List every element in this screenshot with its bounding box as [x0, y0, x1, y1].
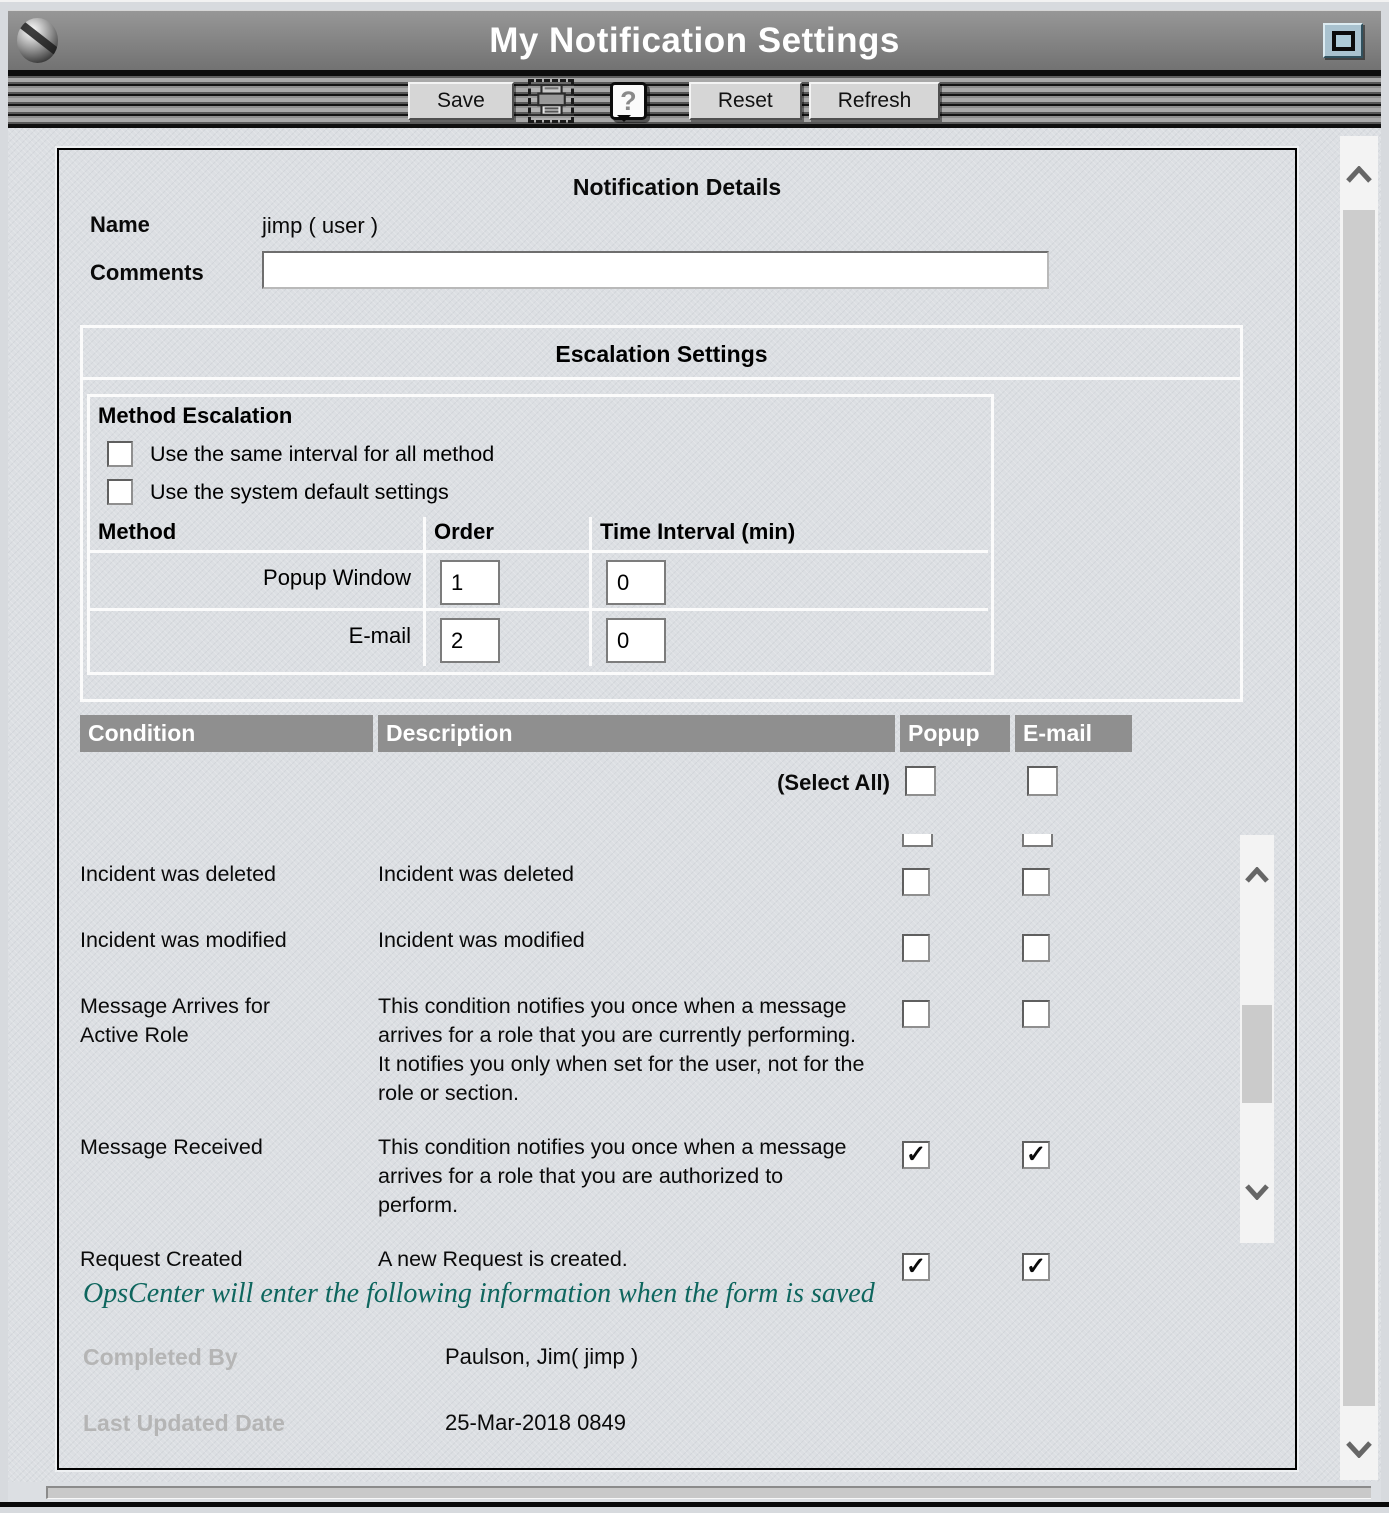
- comments-label: Comments: [90, 260, 204, 285]
- last-updated-value: 25-Mar-2018 0849: [445, 1410, 627, 1435]
- scroll-down-icon[interactable]: [1345, 1440, 1373, 1458]
- name-value: jimp ( user ): [262, 213, 379, 238]
- title-bar: [8, 10, 1381, 70]
- window-title: My Notification Settings: [489, 21, 900, 60]
- email-checkbox[interactable]: [1022, 934, 1050, 962]
- toolbar: [8, 78, 1381, 128]
- refresh-button[interactable]: Refresh: [809, 82, 941, 120]
- maximize-button[interactable]: [1323, 23, 1363, 58]
- email-checkbox[interactable]: [1022, 1000, 1050, 1028]
- popup-checkbox[interactable]: [902, 1000, 930, 1028]
- autofill-note: OpsCenter will enter the following information when the form is saved: [83, 1278, 875, 1309]
- reset-button[interactable]: Reset: [689, 82, 802, 120]
- condition-description: Incident was modified: [378, 928, 585, 952]
- description-column-header: Description: [378, 715, 895, 752]
- popup-interval-input[interactable]: [606, 560, 666, 605]
- scroll-up-icon[interactable]: [1345, 166, 1373, 184]
- conditions-header-row: [80, 715, 1132, 752]
- email-order-input[interactable]: [440, 618, 500, 663]
- popup-order-input[interactable]: [440, 560, 500, 605]
- email-checkbox[interactable]: ✓: [1022, 1141, 1050, 1169]
- scroll-down-icon[interactable]: [1244, 1183, 1270, 1200]
- condition-column-header: Condition: [80, 715, 373, 752]
- window-bottom-edge: [0, 1502, 1389, 1507]
- scroll-up-icon[interactable]: [1244, 867, 1270, 884]
- order-column-header: Order: [423, 517, 589, 550]
- condition-name: Message Arrives for Active Role: [80, 994, 270, 1047]
- condition-row: [80, 834, 1235, 901]
- page-scrollbar[interactable]: [1340, 136, 1378, 1480]
- notification-details-title: Notification Details: [572, 174, 782, 200]
- horizontal-scrollbar-area: [8, 1482, 1381, 1502]
- email-checkbox[interactable]: ✓: [1022, 1253, 1050, 1281]
- help-button[interactable]: [610, 82, 647, 120]
- select-all-label: (Select All): [777, 770, 890, 795]
- email-interval-input[interactable]: [606, 618, 666, 663]
- horizontal-scrollbar-thumb[interactable]: [46, 1486, 1371, 1499]
- email-column-header: E-mail: [1015, 715, 1132, 752]
- condition-row: [80, 992, 1235, 1108]
- same-interval-checkbox[interactable]: [107, 441, 133, 467]
- form-area: [8, 128, 1381, 1482]
- popup-column-header: Popup: [900, 715, 1010, 752]
- popup-checkbox[interactable]: ✓: [902, 1141, 930, 1169]
- method-column-header: Method: [98, 519, 177, 544]
- condition-description: A new Request is created.: [378, 1247, 628, 1271]
- conditions-list: [80, 834, 1235, 1306]
- completed-by-label: Completed By: [83, 1344, 238, 1370]
- popup-checkbox[interactable]: ✓: [902, 1253, 930, 1281]
- select-all-email-checkbox[interactable]: [1027, 766, 1058, 796]
- clipped-popup-checkbox[interactable]: [902, 834, 933, 847]
- method-name: Popup Window: [90, 550, 423, 608]
- condition-row: [80, 1245, 1235, 1281]
- method-table: [90, 517, 991, 666]
- same-interval-label: Use the same interval for all method: [150, 441, 495, 466]
- conditions-scrollbar[interactable]: [1240, 835, 1274, 1243]
- last-updated-label: Last Updated Date: [83, 1410, 285, 1436]
- method-escalation-label: Method Escalation: [98, 403, 293, 428]
- condition-description: This condition notifies you once when a message arrives for a role that you are currently performing. It notifies you only when set for the user, not for the role or section.: [378, 994, 865, 1105]
- titlebar-separator: [8, 70, 1381, 78]
- condition-name: Message Received: [80, 1135, 263, 1159]
- form-panel: [57, 148, 1297, 1470]
- system-default-checkbox[interactable]: [107, 479, 133, 505]
- method-escalation-group: [87, 394, 994, 675]
- interval-column-header: Time Interval (min): [589, 517, 988, 550]
- scrollbar-thumb[interactable]: [1242, 1005, 1272, 1103]
- popup-checkbox[interactable]: [902, 934, 930, 962]
- system-default-label: Use the system default settings: [150, 479, 449, 504]
- select-all-popup-checkbox[interactable]: [905, 766, 936, 796]
- scrollbar-thumb[interactable]: [1343, 210, 1375, 1406]
- escalation-settings-section: [80, 325, 1243, 702]
- condition-name: Incident was deleted: [80, 862, 277, 886]
- condition-description: Incident was deleted: [378, 862, 575, 886]
- condition-description: This condition notifies you once when a message arrives for a role that you are authorized to perform.: [378, 1135, 847, 1217]
- escalation-settings-title: Escalation Settings: [83, 328, 1240, 380]
- printer-icon: [533, 83, 569, 119]
- condition-row: [80, 926, 1235, 967]
- save-button[interactable]: Save: [408, 82, 514, 120]
- name-label: Name: [90, 212, 150, 237]
- comments-input[interactable]: [262, 251, 1049, 289]
- popup-checkbox[interactable]: [902, 868, 930, 896]
- maximize-icon: [1332, 31, 1355, 51]
- method-name: E-mail: [90, 608, 423, 666]
- question-mark-icon: ?: [620, 85, 637, 116]
- completed-by-value: Paulson, Jim( jimp ): [445, 1344, 639, 1369]
- print-button[interactable]: [528, 79, 574, 123]
- condition-row: [80, 1133, 1235, 1220]
- condition-name: Request Created: [80, 1247, 243, 1271]
- condition-name: Incident was modified: [80, 928, 287, 952]
- email-checkbox[interactable]: [1022, 868, 1050, 896]
- clipped-email-checkbox[interactable]: [1022, 834, 1053, 847]
